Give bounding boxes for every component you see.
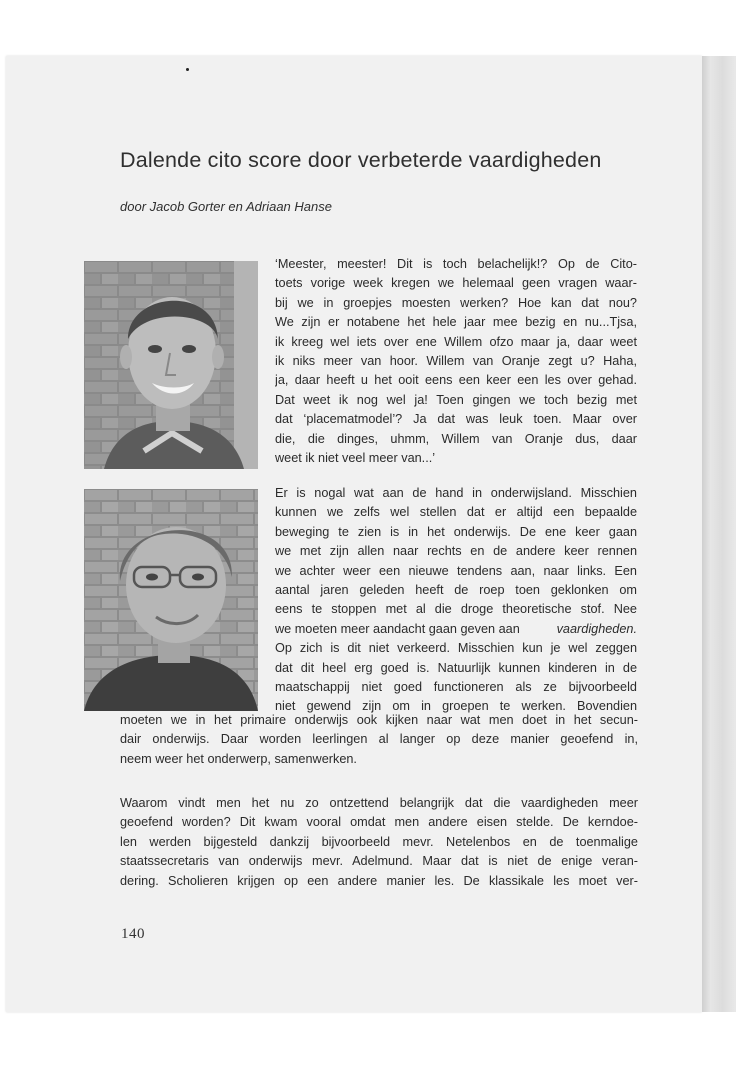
- paragraph-quote: [275, 255, 637, 468]
- text-line: geoefend worden? Dit kwam vooral omdat men andere eisen stelde. De kerndoe-: [120, 815, 638, 830]
- text-line: Op zich is dit niet verkeerd. Misschien kun je wel zeggen: [275, 641, 637, 656]
- text-line: die, die dinges, uhmm, Willem van Oranje dus, daar: [275, 431, 637, 446]
- text-line: aantal jaren geleden heeft de roep toen geklonken om: [275, 582, 637, 597]
- text-line: ‘Meester, meester! Dit is toch belachelijk!? Op de Cito-: [275, 257, 637, 271]
- text-line: We zijn er notabene het hele jaar mee bezig en nu...Tjsa,: [275, 315, 637, 330]
- paragraph-onderwijsland: [275, 484, 637, 717]
- text-line: we achter weer een nieuwe tendens aan, naar links. Een: [275, 563, 637, 578]
- text-line: moeten we in het primaire onderwijs ook kijken naar wat men doet in het secun-: [120, 713, 638, 727]
- text-line: ik niks meer van hoor. Willem van Oranje zegt u? Haha,: [275, 353, 637, 368]
- article-title: Dalende cito score door verbeterde vaardigheden: [120, 148, 602, 172]
- photo-author-2: [84, 489, 258, 711]
- paragraph-onderwijsland-continued: [120, 711, 638, 769]
- text-fragment: we moeten meer aandacht gaan geven aan: [275, 621, 524, 636]
- text-line: dat dit heel erg goed is. Natuurlijk kunnen kinderen in de: [275, 660, 637, 675]
- text-line: we met zijn allen naar rechts en de andere keer rennen: [275, 544, 637, 559]
- text-line: neem weer het onderwerp, samenwerken.: [120, 751, 357, 766]
- emphasis-vaardigheden: vaardigheden.: [556, 621, 637, 636]
- page-number: 140: [121, 926, 145, 942]
- text-line: dat ‘placematmodel’? Ja dat was leuk toen. Maar over: [275, 412, 637, 427]
- article-byline: door Jacob Gorter en Adriaan Hanse: [120, 199, 332, 214]
- book-spine: [702, 56, 736, 1012]
- text-line: staatssecretaris van onderwijs mevr. Adelmund. Maar dat is niet de enige veran-: [120, 854, 638, 869]
- text-line: bij we in groepjes moesten werken? Hoe kan dat nou?: [275, 295, 637, 310]
- text-line: toets vorige week kregen we helemaal geen vragen waar-: [275, 276, 637, 291]
- text-line: weet ik niet veel meer van...’: [275, 450, 436, 465]
- text-line: niet gewend zijn om in groepen te werken. Bovendien: [275, 699, 637, 714]
- text-line: ik kreeg wel iets over ene Willem ofzo maar ja, daar weet: [275, 334, 637, 349]
- portrait-1-image: [84, 261, 258, 469]
- text-line: len werden bijgesteld dankzij bijvoorbeeld mevr. Netelenbos en de toenmalige: [120, 834, 638, 849]
- text-line: ja, daar heeft u het ooit eens een keer een les over gehad.: [275, 373, 637, 388]
- paragraph-waarom: [120, 794, 638, 891]
- text-line: Er is nogal wat aan de hand in onderwijsland. Misschien: [275, 486, 637, 500]
- photo-author-1: [84, 261, 258, 469]
- print-speck: [186, 68, 189, 71]
- text-line: maatschappij niet goed functioneren als ze bijvoorbeeld: [275, 679, 637, 694]
- text-line: beweging te zien is in het onderwijs. De ene keer gaan: [275, 524, 637, 539]
- text-line: dering. Scholieren krijgen op een andere manier les. De klassikale les moet ver-: [120, 873, 638, 888]
- text-line: Dat weet ik nog wel ja! Toen gingen we toch bezig met: [275, 392, 637, 407]
- text-line-with-emphasis: [275, 620, 637, 639]
- text-line: eens te stoppen met al die droge theoretische stof. Nee: [275, 602, 637, 617]
- text-line: Waarom vindt men het nu zo ontzettend belangrijk dat die vaardigheden meer: [120, 796, 638, 810]
- portrait-2-image: [84, 489, 258, 711]
- text-line: dair onderwijs. Daar worden leerlingen al langer op deze manier geoefend in,: [120, 732, 638, 747]
- text-line: kunnen we zelfs wel stellen dat er altijd een bepaalde: [275, 505, 637, 520]
